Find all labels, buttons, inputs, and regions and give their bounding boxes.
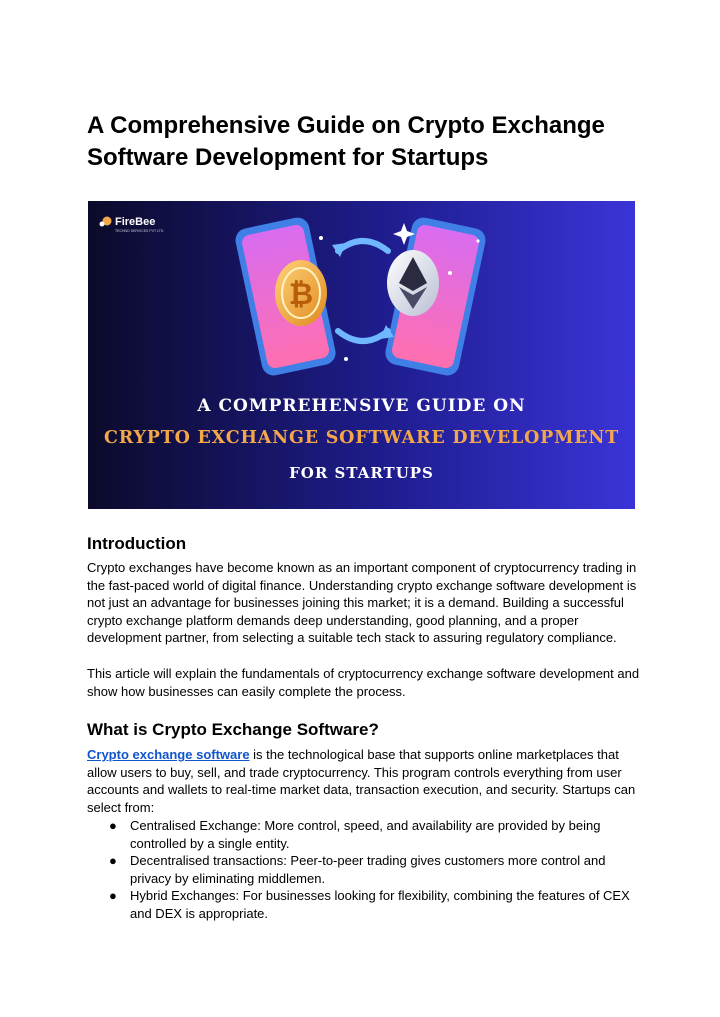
what-paragraph-text: is the technological base that supports online marketplaces that allow users to buy, sell, and trade cryptocurrency. This program controls everything from user accounts and wallets to real-time market data, transaction execution, and security. Startups can select from: (87, 747, 636, 815)
svg-text:TECHNO SERVICES PVT LTD: TECHNO SERVICES PVT LTD (115, 229, 164, 233)
svg-text:FireBee: FireBee (115, 216, 156, 228)
hero-line-2: CRYPTO EXCHANGE SOFTWARE DEVELOPMENT (103, 428, 620, 448)
what-heading: What is Crypto Exchange Software? (87, 720, 379, 739)
hero-line-3: FOR STARTUPS (289, 464, 434, 482)
bullet-icon: ● (109, 818, 117, 833)
list-item: ● Decentralised transactions: Peer-to-peer trading gives customers more control and privacy by eliminating middlemen. (109, 853, 606, 886)
crypto-exchange-software-link[interactable]: Crypto exchange software (87, 747, 250, 762)
intro-heading: Introduction (87, 534, 187, 553)
svg-text:₿: ₿ (288, 278, 314, 311)
what-paragraph (87, 746, 647, 816)
exchange-types-list (87, 817, 647, 923)
hero-line-1: A COMPREHENSIVE GUIDE ON (197, 396, 526, 416)
intro-paragraph-1: Crypto exchanges have become known as an important component of cryptocurrency trading in the fast-paced world of digital finance. Understanding crypto exchange software development is not just an advantage for businesses joining this market; it is a demand. Building a successful crypto exchange platform demands deep understanding, good planning, and a proper development partner, from selecting a suitable tech stack to assuring regulatory compliance. (87, 560, 637, 646)
bitcoin-coin-icon (275, 260, 327, 326)
hero-illustration (88, 201, 635, 509)
bullet-icon: ● (109, 853, 117, 869)
page-title: A Comprehensive Guide on Crypto Exchange Software Development for Startups (87, 112, 605, 171)
list-item: ● Centralised Exchange: More control, speed, and availability are provided by being controlled by a single entity. (109, 818, 601, 851)
list-item: ● Hybrid Exchanges: For businesses looking for flexibility, combining the features of CEX and DEX is appropriate. (109, 888, 630, 921)
ethereum-coin-icon (387, 250, 439, 316)
bullet-icon: ● (109, 888, 117, 904)
hero-background (88, 201, 635, 509)
intro-paragraph-2: This article will explain the fundamentals of cryptocurrency exchange software development and show how businesses can easily complete the process. (87, 666, 640, 699)
hero-banner (88, 201, 635, 509)
